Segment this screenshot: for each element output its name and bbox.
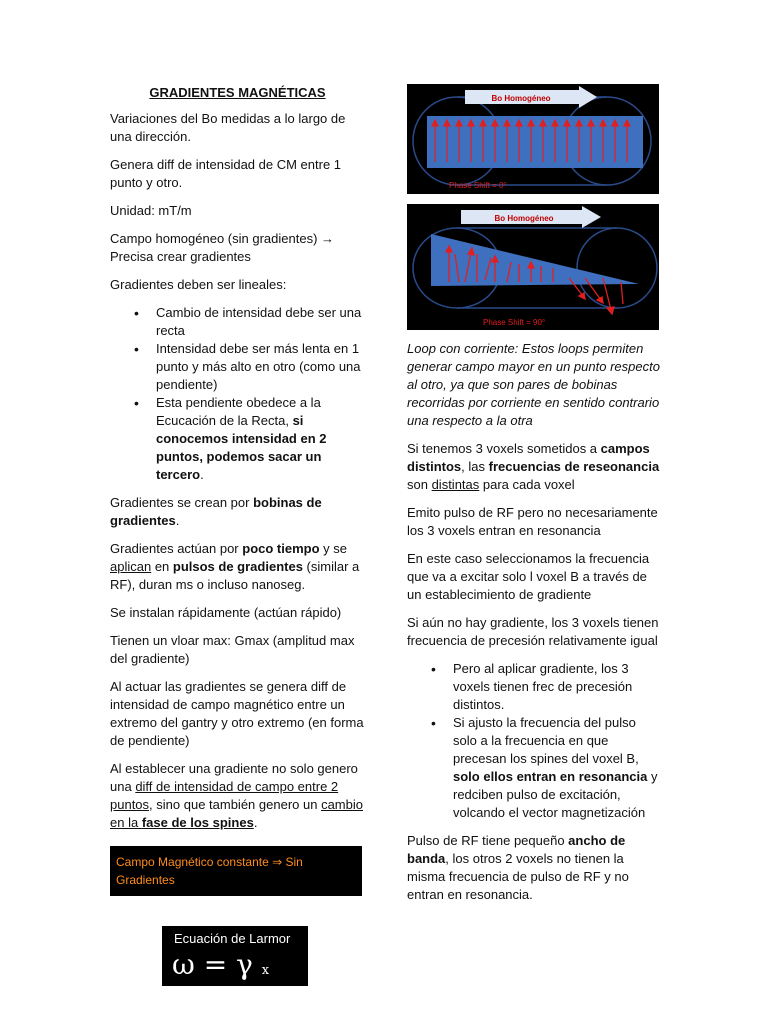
right-column xyxy=(407,84,662,914)
paragraph: Si tenemos 3 voxels sometidos a campos distintos, las frecuencias de reseonancia son distintas para cada voxel xyxy=(407,441,660,492)
bullet-list xyxy=(407,660,662,822)
fig1-phase: Phase Shift = $0^o$ xyxy=(449,181,507,190)
list-item: • Pero al aplicar gradiente, los 3 voxels tienen frec de precesión distintos. xyxy=(453,660,662,714)
gradient-field-figure xyxy=(407,204,659,330)
paragraph: En este caso seleccionamos la frecuencia que va a excitar solo l voxel B a través de un establecimiento de gradiente xyxy=(407,551,650,602)
larmor-equation: ω = γ x Bo xyxy=(172,948,270,1021)
paragraph: Genera diff de intensidad de CM entre 1 punto y otro. xyxy=(110,157,342,190)
list-item: • Cambio de intensidad debe ser una recta xyxy=(156,304,365,340)
larmor-title: Ecuación de Larmor xyxy=(174,931,291,946)
paragraph: Pulso de RF tiene pequeño ancho de banda, los otros 2 voxels no tienen la misma frecuencia de pulso de RF y no entran en resonancia. xyxy=(407,833,629,902)
homogeneous-field-figure xyxy=(407,84,659,194)
fig2-label: Bo Homogéneo xyxy=(494,214,554,223)
paragraph: Al establecer una gradiente no solo genero una diff de intensidad de campo entre 2 puntos, sino que también genero un cambio en la fase de los spines. xyxy=(110,761,363,830)
page-title: GRADIENTES MAGNÉTICAS xyxy=(149,85,326,100)
paragraph: Emito pulso de RF pero no necesariamente los 3 voxels entran en resonancia xyxy=(407,505,658,538)
paragraph: Tienen un vloar max: Gmax (amplitud max del gradiente) xyxy=(110,633,355,666)
paragraph: Variaciones del Bo medidas a lo largo de una dirección. xyxy=(110,111,346,144)
paragraph: Si aún no hay gradiente, los 3 voxels tienen frecuencia de precesión relativamente igual xyxy=(407,615,659,648)
fig1-label: Bo Homogéneo xyxy=(491,94,551,103)
list-item: • Si ajusto la frecuencia del pulso solo a la frecuencia en que precesan los spines del voxel B, solo ellos entran en resonancia y redciben pulso de excitación, volcando el vector magnetización xyxy=(453,714,662,822)
paragraph: Al actuar las gradientes se genera diff de intensidad de campo magnético entre un extremo del gantry y otro extremo (en forma de pendiente) xyxy=(110,679,364,748)
larmor-equation-box xyxy=(162,926,308,1021)
list-item: • Intensidad debe ser más lenta en 1 punto y más alto en otro (como una pendiente) xyxy=(156,340,365,394)
paragraph: Gradientes deben ser lineales: xyxy=(110,277,287,292)
homogeneous-field-diagram xyxy=(407,84,659,194)
gradient-field-diagram xyxy=(407,204,659,330)
paragraph: Gradientes se crean por bobinas de gradientes. xyxy=(110,495,322,528)
left-column xyxy=(110,84,365,1021)
list-item: • Esta pendiente obedece a la Ecucación de la Recta, si conocemos intensidad en 2 puntos, podemos sacar un tercero. xyxy=(156,394,365,484)
paragraph: Se instalan rápidamente (actúan rápido) xyxy=(110,605,342,620)
paragraph: Unidad: mT/m xyxy=(110,203,192,218)
paragraph: Campo homogéneo (sin gradientes) → Precisa crear gradientes xyxy=(110,231,335,264)
fig2-phase: Phase Shift = $90^o$ xyxy=(483,318,545,327)
figure-caption: Loop con corriente: Estos loops permiten generar campo mayor en un punto respecto al otro, ya que son pares de bobinas recorridas por corriente en sentido contrario una respecto a la otra xyxy=(407,341,660,428)
constant-field-box: Campo Magnético constante ⇒ Sin Gradientes xyxy=(110,846,362,896)
bullet-list xyxy=(110,304,365,484)
paragraph: Gradientes actúan por poco tiempo y se aplican en pulsos de gradientes (similar a RF), duran ms o incluso nanoseg. xyxy=(110,541,360,592)
